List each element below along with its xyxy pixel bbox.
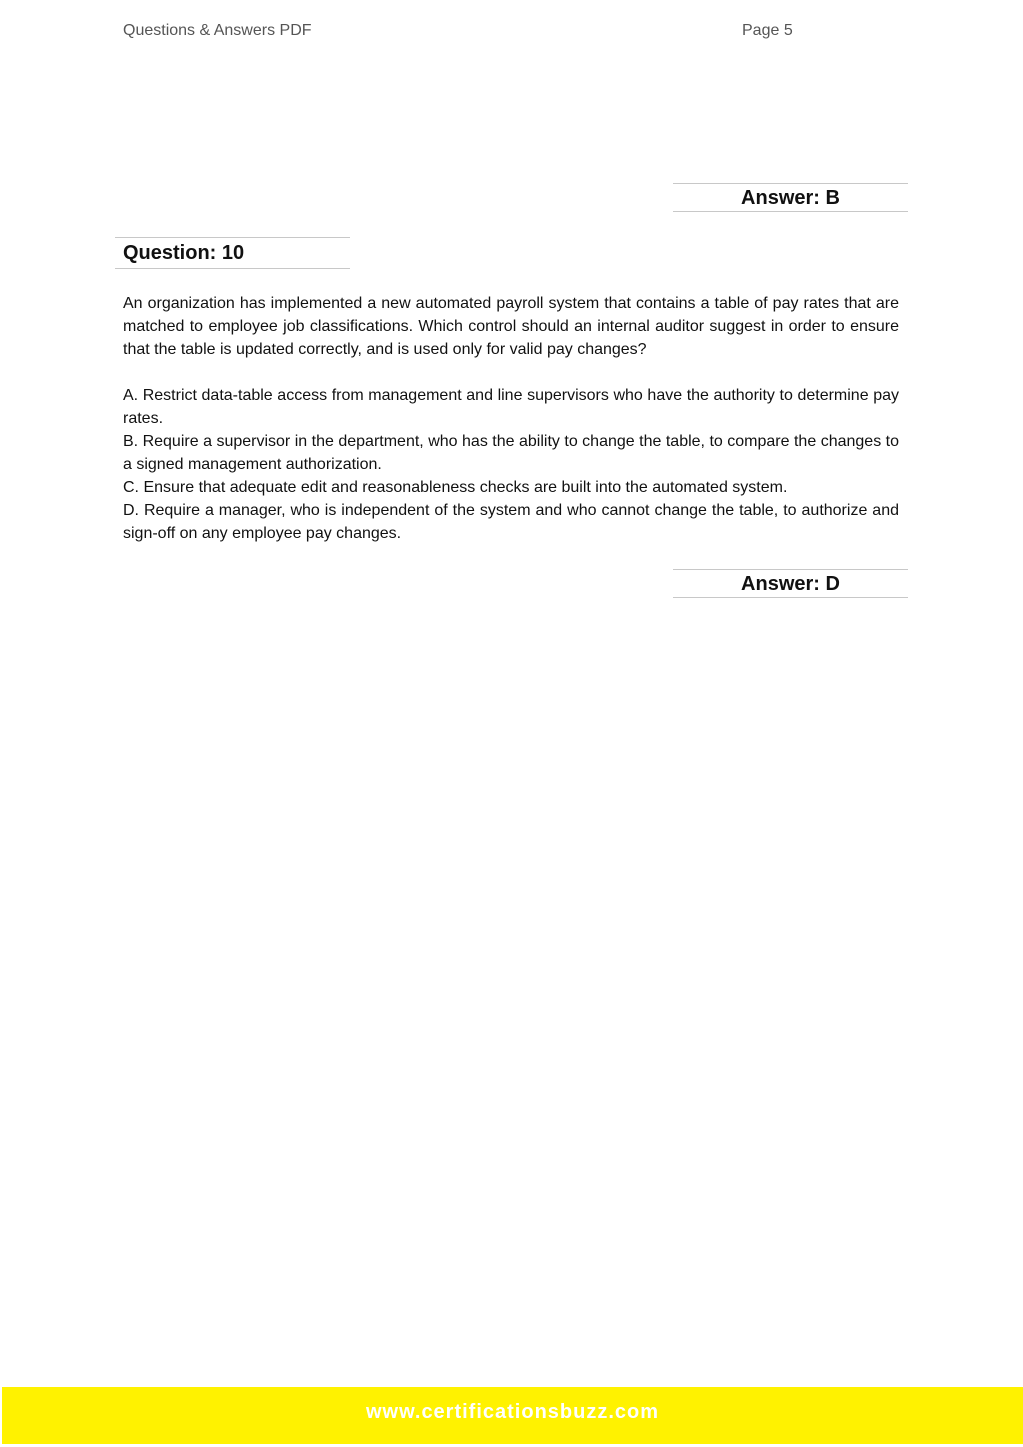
footer-url[interactable]: www.certificationsbuzz.com <box>365 1401 660 1423</box>
option-c: C. Ensure that adequate edit and reasonableness checks are built into the automated system. <box>123 479 788 496</box>
previous-answer-label: Answer: B <box>673 183 908 212</box>
question-label: Question: 10 <box>115 237 350 269</box>
footer-band <box>2 1387 1023 1444</box>
option-d: D. Require a manager, who is independent of the system and who cannot change the table, to authorize and sign-off on any employee pay changes. <box>123 502 899 542</box>
option-b: B. Require a supervisor in the department, who has the ability to change the table, to compare the changes to a signed management authorization. <box>123 433 899 473</box>
answer-options <box>123 384 899 545</box>
page-number: Page 5 <box>742 22 793 39</box>
option-a: A. Restrict data-table access from management and line supervisors who have the authority to determine pay rates. <box>123 387 899 427</box>
question-text: An organization has implemented a new automated payroll system that contains a table of pay rates that are matched to employee job classifications. Which control should an internal auditor suggest in order to ensure that the table is updated correctly, and is used only for valid pay changes? <box>123 295 899 358</box>
document-title: Questions & Answers PDF <box>123 22 312 39</box>
answer-label: Answer: D <box>673 569 908 598</box>
